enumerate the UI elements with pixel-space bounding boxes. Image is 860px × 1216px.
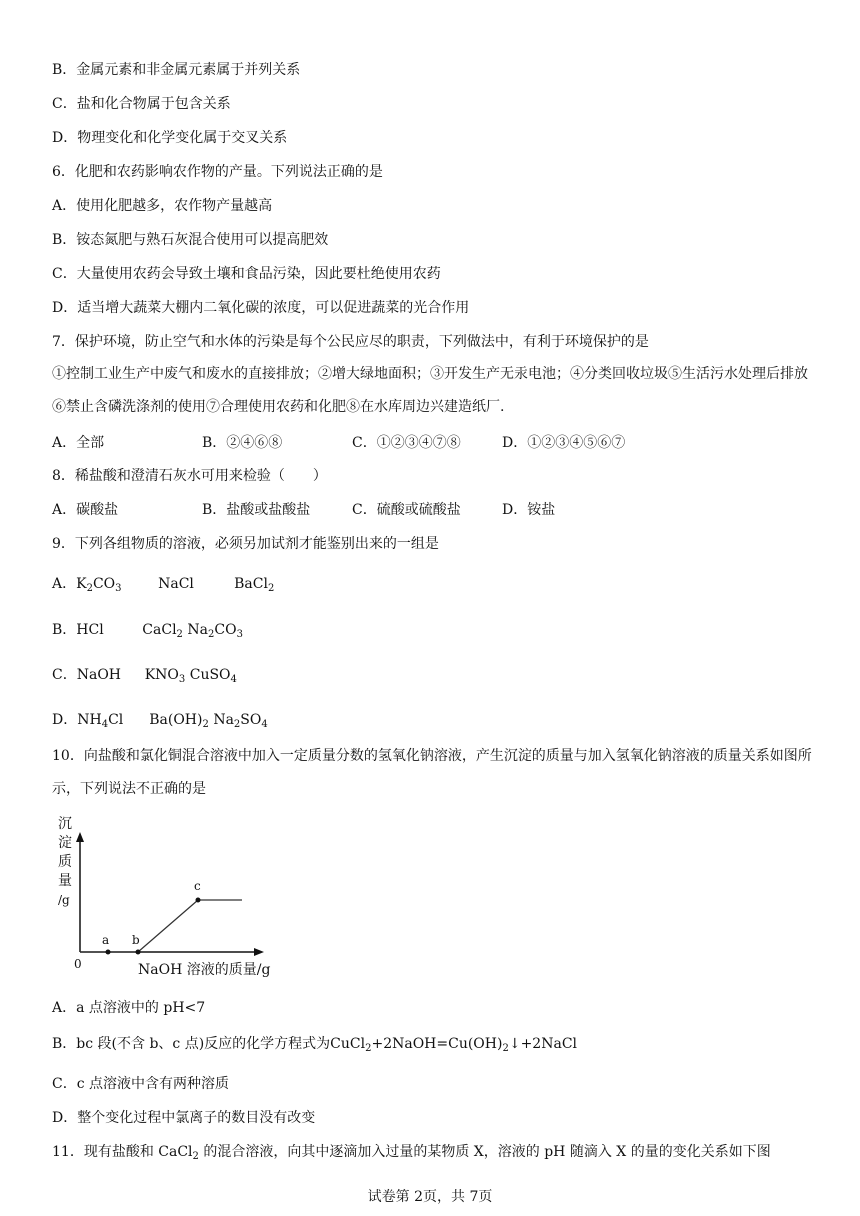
y-axis-label-char: 沉 — [58, 816, 72, 832]
q8-option-a: A．碳酸盐 — [52, 502, 119, 518]
q7-option-a: A．全部 — [52, 435, 105, 451]
subscript: 2 — [502, 1043, 509, 1054]
subscript: 2 — [192, 1151, 199, 1162]
y-axis-arrow — [76, 832, 84, 842]
formula-part: NH — [77, 712, 102, 728]
x-axis-label: NaOH 溶液的质量/g — [138, 962, 271, 978]
q8-option-c: C．硫酸或硫酸盐 — [352, 502, 461, 518]
formula-part: +2NaCl — [520, 1036, 578, 1052]
formula-part: HCl — [76, 622, 104, 638]
subscript: 2 — [233, 719, 241, 730]
subscript: 2 — [267, 583, 275, 594]
q8-stem: 8．稀盐酸和澄清石灰水可用来检验（ ） — [52, 468, 327, 484]
q6-option-a: A．使用化肥越多，农作物产量越高 — [52, 198, 273, 214]
x-axis-arrow — [254, 948, 264, 956]
q7-options — [52, 433, 625, 453]
q8-option-d: D．铵盐 — [502, 502, 556, 518]
subscript: 3 — [236, 629, 243, 640]
q5-option-c: C．盐和化合物属于包含关系 — [52, 96, 231, 112]
point-b-label: b — [132, 933, 140, 947]
origin-label: 0 — [74, 957, 82, 971]
q7-option-b: B．②④⑥⑧ — [202, 435, 283, 451]
formula-part: K — [76, 576, 87, 592]
q10-option-a: A．a 点溶液中的 pH<7 — [52, 1000, 206, 1016]
q9-option-c — [52, 665, 237, 685]
subscript: 2 — [176, 629, 183, 640]
q9-stem: 9．下列各组物质的溶液，必须另加试剂才能鉴别出来的一组是 — [52, 536, 439, 552]
q5-option-b: B．金属元素和非金属元素属于并列关系 — [52, 62, 301, 78]
option-label: A． — [52, 576, 77, 592]
formula-part: CaCl — [142, 622, 177, 638]
point-b-marker — [136, 950, 141, 955]
formula-part: Na — [187, 622, 208, 638]
formula-part: CuCl — [330, 1036, 366, 1052]
formula-part: CO — [214, 622, 237, 638]
q10-option-b — [52, 1034, 577, 1054]
subscript: 2 — [207, 629, 215, 640]
q9-option-d — [52, 710, 268, 730]
precipitate-arrow: ↓ — [508, 1036, 521, 1052]
q10-option-c: C．c 点溶液中含有两种溶质 — [52, 1076, 230, 1092]
formula-part: CO — [92, 576, 116, 592]
formula-part: BaCl — [234, 576, 268, 592]
q7-stem: 7．保护环境，防止空气和水体的污染是每个公民应尽的职责，下列做法中，有利于环境保护的是 — [52, 334, 649, 350]
q10-option-d: D．整个变化过程中氯离子的数目没有改变 — [52, 1110, 316, 1126]
q8-options — [52, 500, 555, 520]
stem-text: 11．现有盐酸和 CaCl — [52, 1144, 193, 1160]
q6-option-d: D．适当增大蔬菜大棚内二氧化碳的浓度，可以促进蔬菜的光合作用 — [52, 300, 470, 316]
subscript: 3 — [115, 583, 122, 594]
subscript: 3 — [178, 674, 186, 685]
subscript: 2 — [202, 719, 209, 730]
subscript: 4 — [101, 719, 109, 730]
formula-part: NaCl — [158, 576, 194, 592]
q7-body: ①控制工业生产中废气和废水的直接排放；②增大绿地面积；③开发生产无汞电池；④分类回收垃圾⑤生活污水处理后排放⑥禁止含磷洗涤剂的使用⑦合理使用农药和化肥⑧在水库周边兴建造纸厂. — [52, 366, 808, 415]
y-axis-label-char: /g — [58, 893, 70, 907]
q7-option-c: C．①②③④⑦⑧ — [352, 435, 461, 451]
option-label: D． — [52, 712, 78, 728]
q6-option-c: C．大量使用农药会导致土壤和食品污染，因此要杜绝使用农药 — [52, 266, 441, 282]
y-axis-label-char: 质 — [58, 854, 72, 870]
y-axis-label-char: 量 — [58, 873, 72, 889]
q6-stem: 6．化肥和农药影响农作物的产量。下列说法正确的是 — [52, 164, 383, 180]
subscript: 2 — [365, 1043, 372, 1054]
option-label: B． — [52, 622, 77, 638]
point-a-label: a — [102, 933, 110, 947]
q5-option-d: D．物理变化和化学变化属于交叉关系 — [52, 130, 288, 146]
q10-chart — [52, 808, 292, 980]
point-c-marker — [196, 898, 201, 903]
q8-option-b: B．盐酸或盐酸盐 — [202, 502, 311, 518]
option-label: C． — [52, 667, 77, 683]
formula-part: SO — [240, 712, 262, 728]
formula-part: NaOH — [76, 667, 122, 683]
formula-part: +2NaOH=Cu(OH) — [371, 1036, 503, 1052]
y-axis-label-char: 淀 — [58, 835, 72, 851]
q11-stem — [52, 1142, 771, 1162]
q9-option-a — [52, 574, 274, 594]
subscript: 4 — [261, 719, 268, 730]
subscript: 2 — [86, 583, 93, 594]
formula-part: Cl — [108, 712, 124, 728]
stem-text: 的混合溶液，向其中逐滴加入过量的某物质 X，溶液的 pH 随滴入 X 的量的变化关系如下图 — [198, 1144, 771, 1160]
page-footer: 试卷第 2页，共 7页 — [367, 1189, 493, 1205]
formula-part: Na — [213, 712, 234, 728]
option-text: B．bc 段(不含 b、c 点)反应的化学方程式为 — [52, 1036, 331, 1052]
point-c-label: c — [194, 879, 201, 893]
subscript: 4 — [230, 674, 237, 685]
formula-part: CuSO — [189, 667, 231, 683]
q10-stem: 10．向盐酸和氯化铜混合溶液中加入一定质量分数的氢氧化钠溶液，产生沉淀的质量与加入氢氧化钠溶液的质量关系如图所示，下列说法不正确的是 — [52, 748, 812, 797]
q6-option-b: B．铵态氮肥与熟石灰混合使用可以提高肥效 — [52, 232, 329, 248]
q9-option-b — [52, 620, 243, 640]
formula-part: KNO — [144, 667, 179, 683]
q7-option-d: D．①②③④⑤⑥⑦ — [502, 435, 626, 451]
formula-part: Ba(OH) — [149, 712, 203, 728]
point-a-marker — [106, 950, 111, 955]
